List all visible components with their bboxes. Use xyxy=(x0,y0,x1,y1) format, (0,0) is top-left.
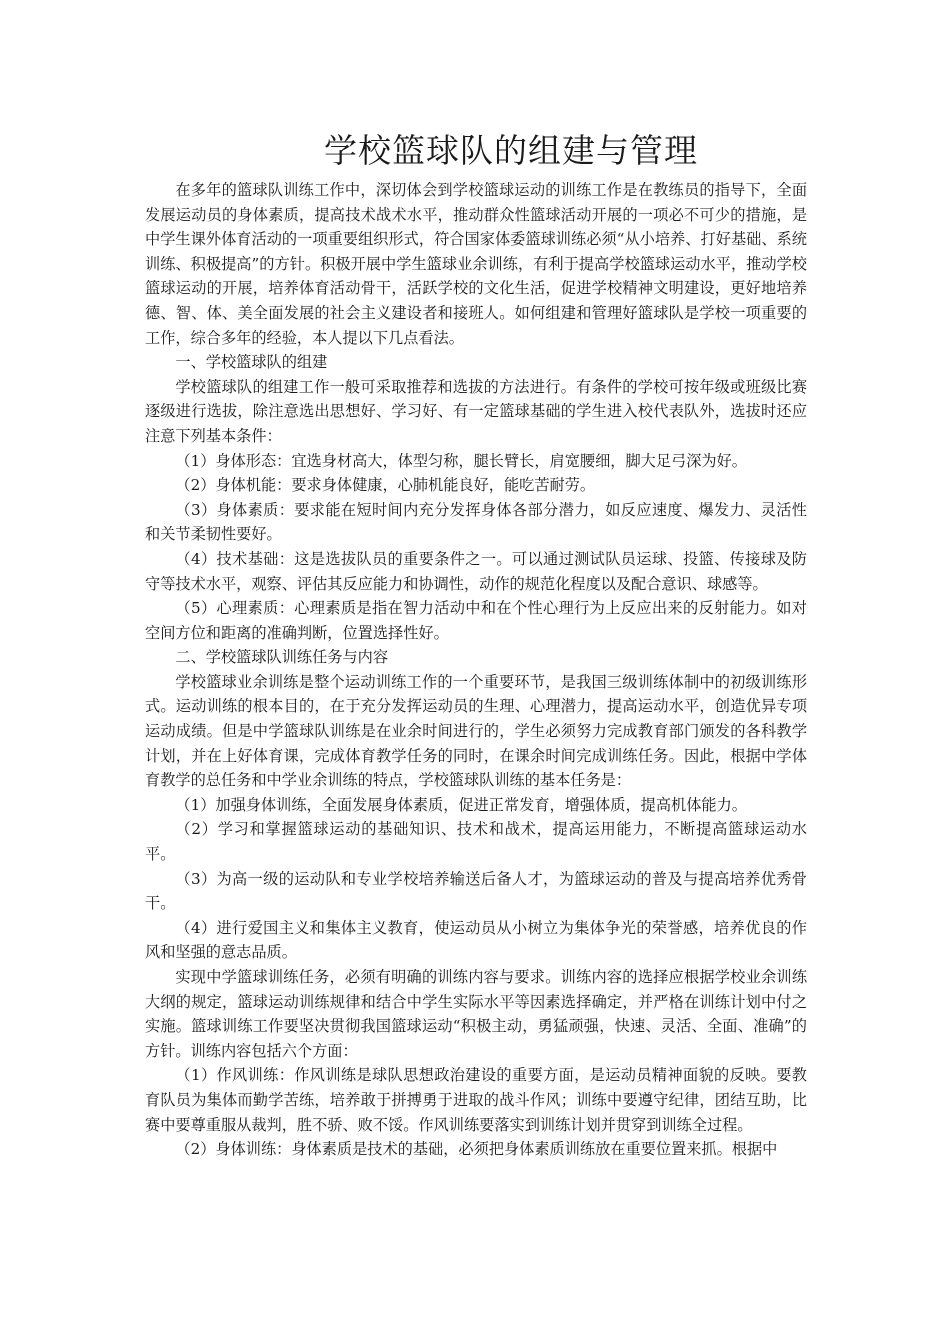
list-item-task-1: （1）加强身体训练，全面发展身体素质，促进正常发育，增强体质，提高机体能力。 xyxy=(175,795,747,814)
list-item-style-training: （1）作风训练：作风训练是球队思想政治建设的重要方面，是运动员精神面貌的反映。要教育队员为集体而勤学苦练，培养敢于拼搏勇于进取的战斗作风；训练中要遵守纪律，团结互助，比赛中要尊重服从裁判，胜不骄、败不馁。作风训练要落实到训练计划并贯穿到训练全过程。 xyxy=(145,1066,807,1134)
paragraph-tasks: 学校篮球业余训练是整个运动训练工作的一个重要环节，是我国三级训练体制中的初级训练形式。运动训练的根本目的，在于充分发挥运动员的生理、心理潜力，提高运动水平，创造优异专项运动成绩。但是中学篮球队训练是在业余时间进行的，学生必须努力完成教育部门颁发的各科教学计划，并在上好体育课，完成体育教学任务的同时，在课余时间完成训练任务。因此，根据中学体育教学的总任务和中学业余训练的特点，学校篮球队训练的基本任务是： xyxy=(145,672,807,790)
list-item-physical-training: （2）身体训练：身体素质是技术的基础，必须把身体素质训练放在重要位置来抓。根据中 xyxy=(175,1140,778,1159)
paragraph-content: 实现中学篮球训练任务，必须有明确的训练内容与要求。训练内容的选择应根据学校业余训练大纲的规定，篮球运动训练规律和结合中学生实际水平等因素选择确定，并严格在训练计划中付之实施。篮球训练工作要坚决贯彻我国篮球运动“积极主动，勇猛顽强，快速、灵活、全面、准确”的方针。训练内容包括六个方面： xyxy=(145,968,807,1060)
list-item-body-function: （2）身体机能：要求身体健康，心肺机能良好，能吃苦耐劳。 xyxy=(175,476,596,495)
section-heading-tasks: 二、学校篮球队训练任务与内容 xyxy=(175,648,389,667)
list-item-technical-basis: （4）技术基础：这是选拔队员的重要条件之一。可以通过测试队员运球、投篮、传接球及防守等技术水平，观察、评估其反应能力和协调性，动作的规范化程度以及配合意识、球感等。 xyxy=(145,549,807,593)
list-item-task-3: （3）为高一级的运动队和专业学校培养输送后备人才，为篮球运动的普及与提高培养优秀骨干。 xyxy=(145,869,807,913)
section-heading-formation: 一、学校篮球队的组建 xyxy=(175,353,328,372)
list-item-body-shape: （1）身体形态：宜选身材高大，体型匀称，腿长臂长，肩宽腰细，脚大足弓深为好。 xyxy=(175,451,747,470)
paragraph-intro: 在多年的篮球队训练工作中，深切体会到学校篮球运动的训练工作是在教练员的指导下，全面发展运动员的身体素质，提高技术战术水平，推动群众性篮球活动开展的一项必不可少的措施，是中学生课外体育活动的一项重要组织形式，符合国家体委篮球训练必须“从小培养、打好基础、系统训练、积极提高”的方针。积极开展中学生篮球业余训练，有利于提高学校篮球运动水平，推动学校篮球运动的开展，培养体育活动骨干，活跃学校的文化生活，促进学校精神文明建设，更好地培养德、智、体、美全面发展的社会主义建设者和接班人。如何组建和管理好篮球队是学校一项重要的工作，综合多年的经验，本人提以下几点看法。 xyxy=(145,181,807,347)
document-title: 学校篮球队的组建与管理 xyxy=(324,131,698,170)
list-item-physical-quality: （3）身体素质：要求能在短时间内充分发挥身体各部分潜力，如反应速度、爆发力、灵活性和关节柔韧性要好。 xyxy=(145,500,807,544)
document-page xyxy=(145,128,807,1162)
list-item-task-4: （4）进行爱国主义和集体主义教育，使运动员从小树立为集体争光的荣誉感，培养优良的作风和坚强的意志品质。 xyxy=(145,918,807,962)
list-item-psychological-quality: （5）心理素质：心理素质是指在智力活动中和在个性心理行为上反应出来的反射能力。如对空间方位和距离的准确判断，位置选择性好。 xyxy=(145,599,807,642)
list-item-task-2: （2）学习和掌握篮球运动的基础知识、技术和战术，提高运用能力，不断提高篮球运动水平。 xyxy=(145,820,807,864)
document-body xyxy=(145,178,807,1162)
paragraph-formation: 学校篮球队的组建工作一般可采取推荐和选拔的方法进行。有条件的学校可按年级或班级比赛逐级进行选拔，除注意选出思想好、学习好、有一定篮球基础的学生进入校代表队外，选拔时还应注意下列基本条件： xyxy=(145,377,807,445)
